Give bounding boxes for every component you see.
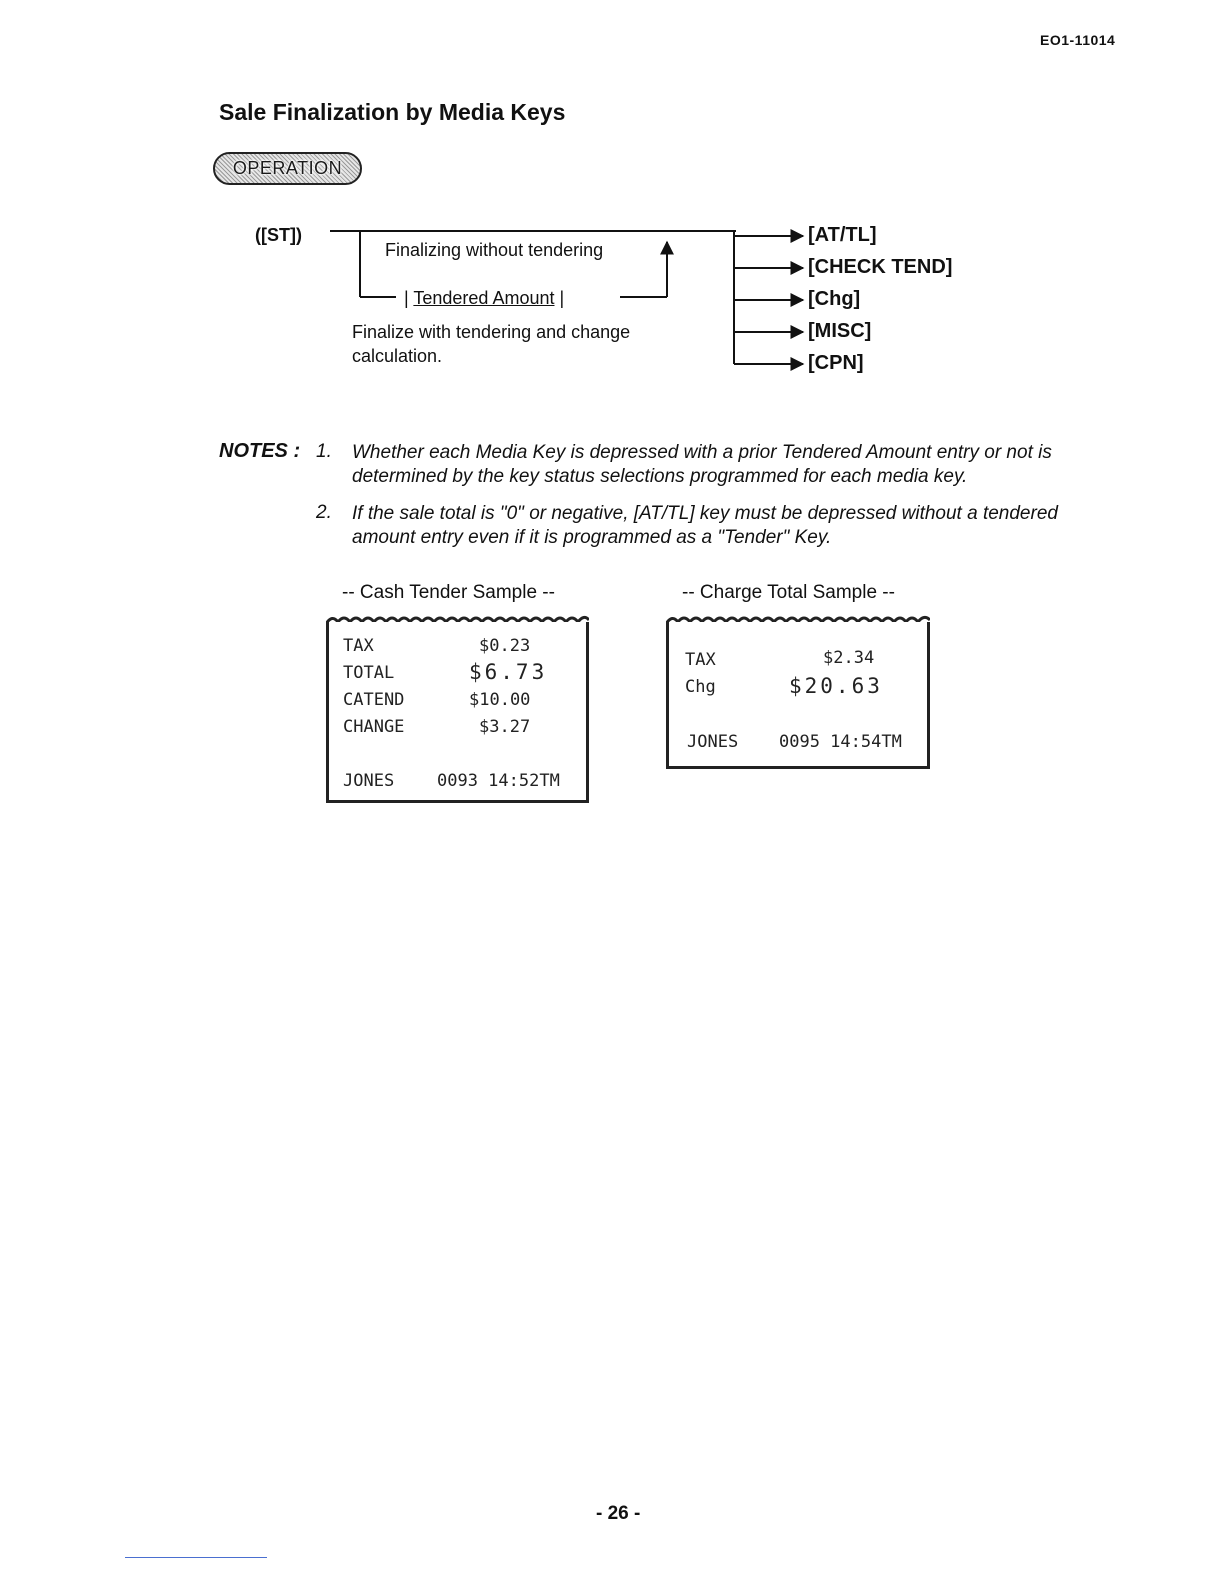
notes-label: NOTES : [219,440,301,462]
bottom-rule [125,1557,267,1558]
key-chg: [Chg] [808,288,861,310]
cash-receipt [326,612,589,803]
document-code: EO1-11014 [1040,32,1116,48]
key-cpn: [CPN] [808,352,864,374]
note-text: If the sale total is "0" or negative, [AT/TL] key must be depressed without a tendered amount entry even if it is programmed as a "Tender" Key. [352,503,1058,548]
charge-receipt [666,612,930,769]
receipt-value: $6.73 [469,660,548,684]
note-number: 2. [316,502,332,523]
cash-sample-title: -- Cash Tender Sample -- [342,582,555,603]
charge-sample-title: -- Charge Total Sample -- [682,582,895,603]
receipt-label: CATEND [343,690,405,710]
receipt-value: $0.23 [479,636,531,656]
receipt-clerk: JONES [343,771,395,791]
key-misc: [MISC] [808,320,872,342]
receipt-label: TAX [343,636,374,656]
receipt-info: 0093 14:52TM [437,771,560,791]
operation-badge: OPERATION [213,152,362,185]
tendered-bar-left: | [404,288,409,308]
receipt-value: $10.00 [469,690,531,710]
key-attl: [AT/TL] [808,224,877,246]
receipt-label: Chg [685,677,716,697]
tendered-amount-text: Tendered Amount [413,288,555,308]
charge-receipt-body [666,622,930,769]
note-number: 1. [316,441,332,462]
receipt-value: $2.34 [823,648,875,668]
with-tendering-label: Finalize with tendering and change calculation. [352,322,631,366]
receipt-label: TAX [685,650,716,670]
receipt-clerk: JONES [687,732,739,752]
section-title: Sale Finalization by Media Keys [219,99,566,125]
tendered-amount-label [404,288,564,309]
receipt-value: $20.63 [789,674,883,698]
receipt-label: CHANGE [343,717,405,737]
note-text: Whether each Media Key is depressed with a prior Tendered Amount entry or not is determined by the key status selections programmed for each media key. [352,442,1052,487]
receipt-label: TOTAL [343,663,395,683]
tendered-bar-right: | [559,288,565,308]
receipt-info: 0095 14:54TM [779,732,902,752]
key-check-tend: [CHECK TEND] [808,256,953,278]
receipt-value: $3.27 [479,717,531,737]
without-tendering-label: Finalizing without tendering [385,240,604,260]
page-number: - 26 - [596,1503,641,1524]
start-key-label: ([ST]) [255,225,302,245]
cash-receipt-body [326,622,589,803]
